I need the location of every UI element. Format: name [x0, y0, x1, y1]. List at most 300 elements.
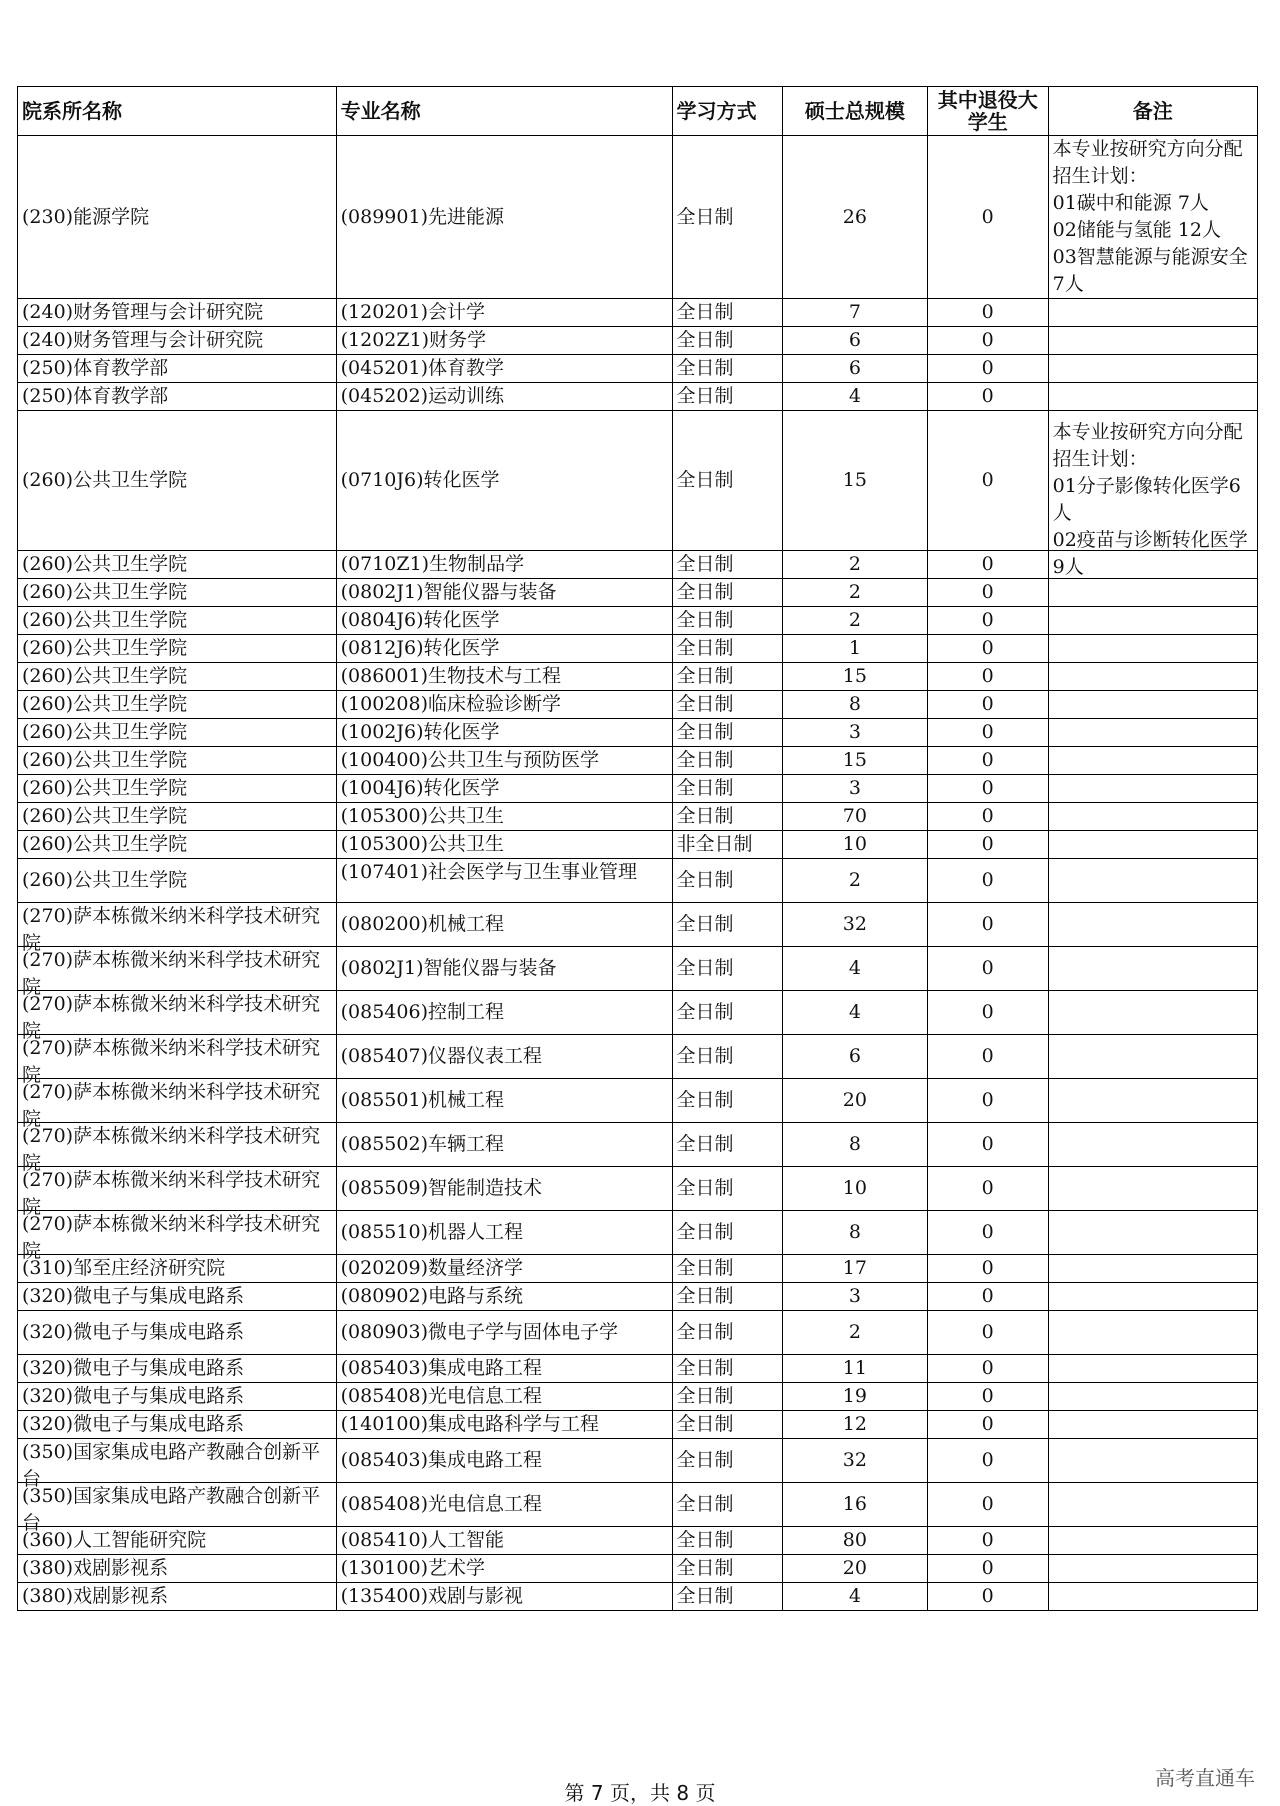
cell-major-text: (089901)先进能源 — [340, 205, 504, 228]
cell-dept — [18, 355, 337, 383]
cell-veteran — [927, 383, 1048, 411]
cell-major — [336, 719, 672, 747]
cell-mode-text: 全日制 — [676, 1221, 734, 1243]
cell-mode — [672, 1123, 782, 1167]
cell-dept-text: (270)萨本栋微米纳米科学技术研究院 — [22, 905, 321, 954]
cell-mode-text: 全日制 — [676, 581, 734, 603]
header-veteran — [927, 87, 1048, 136]
cell-veteran-text: 0 — [981, 1385, 994, 1407]
cell-veteran — [927, 136, 1048, 299]
cell-mode — [672, 1555, 782, 1583]
cell-dept — [18, 1079, 337, 1130]
cell-total — [782, 991, 927, 1035]
table-body — [18, 136, 1258, 1611]
cell-dept-text: (260)公共卫生学院 — [22, 469, 188, 491]
cell-mode — [672, 719, 782, 747]
cell-mode-text: 全日制 — [676, 1045, 734, 1067]
table-row — [18, 831, 1258, 859]
table-row — [18, 1483, 1258, 1527]
cell-mode-text: 全日制 — [676, 609, 734, 631]
footer-total-pages: 8 — [676, 1781, 690, 1805]
cell-major-text: (080902)电路与系统 — [340, 1285, 523, 1307]
cell-total — [782, 747, 927, 775]
cell-veteran — [927, 607, 1048, 635]
cell-note — [1048, 1283, 1257, 1311]
cell-dept-text: (260)公共卫生学院 — [22, 805, 188, 827]
cell-dept-text: (230)能源学院 — [22, 205, 150, 228]
cell-veteran-text: 0 — [981, 1285, 994, 1307]
cell-major — [336, 136, 672, 299]
cell-veteran — [927, 1411, 1048, 1439]
cell-dept-text: (270)萨本栋微米纳米科学技术研究院 — [22, 1081, 321, 1130]
cell-dept — [18, 551, 337, 579]
cell-note — [1048, 383, 1257, 411]
cell-mode — [672, 903, 782, 947]
cell-dept — [18, 719, 337, 747]
cell-major-text: (085408)光电信息工程 — [340, 1385, 542, 1407]
cell-major — [336, 1167, 672, 1211]
cell-veteran-text: 0 — [981, 1529, 994, 1551]
cell-dept — [18, 1439, 337, 1490]
cell-mode-text: 全日制 — [676, 777, 734, 799]
cell-major-text: (080200)机械工程 — [340, 913, 504, 935]
cell-total-text: 2 — [848, 1321, 861, 1343]
cell-mode — [672, 991, 782, 1035]
cell-veteran-text: 0 — [981, 869, 994, 891]
cell-mode — [672, 383, 782, 411]
cell-note — [1048, 1167, 1257, 1211]
cell-total — [782, 1311, 927, 1355]
cell-major — [336, 1411, 672, 1439]
table-row — [18, 355, 1258, 383]
cell-note — [1048, 579, 1257, 607]
cell-total-text: 3 — [848, 777, 861, 799]
header-major: 专业名称 — [336, 87, 672, 136]
cell-dept — [18, 1123, 337, 1174]
cell-mode — [672, 831, 782, 859]
cell-major-text: (085510)机器人工程 — [340, 1221, 523, 1243]
table-row — [18, 747, 1258, 775]
cell-mode-text: 全日制 — [676, 1493, 734, 1515]
cell-mode-text: 全日制 — [676, 637, 734, 659]
cell-dept-text: (270)萨本栋微米纳米科学技术研究院 — [22, 993, 321, 1042]
cell-mode-text: 全日制 — [676, 749, 734, 771]
header-dept: 院系所名称 — [18, 87, 337, 136]
cell-dept — [18, 1527, 337, 1555]
cell-major-text: (1004J6)转化医学 — [340, 777, 500, 799]
cell-major — [336, 383, 672, 411]
cell-mode-text: 全日制 — [676, 721, 734, 743]
cell-veteran-text: 0 — [981, 581, 994, 603]
cell-dept — [18, 579, 337, 607]
cell-note — [1048, 859, 1257, 903]
cell-dept-text: (320)微电子与集成电路系 — [22, 1385, 245, 1407]
cell-veteran — [927, 1555, 1048, 1583]
cell-major-text: (045201)体育教学 — [340, 357, 504, 379]
cell-dept — [18, 991, 337, 1042]
cell-total — [782, 1411, 927, 1439]
cell-veteran-text: 0 — [981, 957, 994, 979]
cell-major — [336, 1255, 672, 1283]
cell-mode-text: 全日制 — [676, 329, 734, 351]
cell-dept — [18, 775, 337, 803]
cell-note — [1048, 1035, 1257, 1079]
table-row — [18, 903, 1258, 947]
cell-mode-text: 全日制 — [676, 1385, 734, 1407]
cell-major-text: (140100)集成电路科学与工程 — [340, 1413, 599, 1435]
cell-major — [336, 1383, 672, 1411]
cell-dept — [18, 1355, 337, 1383]
cell-major — [336, 1439, 672, 1483]
cell-total-text: 20 — [842, 1557, 867, 1579]
watermark: 高考直通车 — [1155, 1766, 1255, 1790]
cell-major-text: (0710Z1)生物制品学 — [340, 553, 525, 575]
cell-dept-text: (260)公共卫生学院 — [22, 609, 188, 631]
cell-veteran-text: 0 — [981, 777, 994, 799]
cell-note — [1048, 1211, 1257, 1255]
cell-major-text: (0802J1)智能仪器与装备 — [340, 581, 557, 603]
cell-total — [782, 1079, 927, 1123]
cell-total-text: 3 — [848, 721, 861, 743]
cell-mode-text: 全日制 — [676, 913, 734, 935]
cell-veteran-text: 0 — [981, 1357, 994, 1379]
cell-major-text: (085406)控制工程 — [340, 1001, 504, 1023]
cell-major-text: (0710J6)转化医学 — [340, 469, 500, 491]
cell-mode — [672, 327, 782, 355]
cell-dept — [18, 411, 337, 551]
cell-veteran — [927, 1255, 1048, 1283]
cell-dept — [18, 1411, 337, 1439]
cell-total-text: 32 — [842, 1449, 867, 1471]
cell-mode — [672, 663, 782, 691]
cell-major — [336, 1483, 672, 1527]
cell-veteran — [927, 831, 1048, 859]
table-header-row — [18, 87, 1258, 136]
cell-dept — [18, 136, 337, 299]
cell-veteran — [927, 327, 1048, 355]
cell-mode — [672, 1311, 782, 1355]
cell-note — [1048, 831, 1257, 859]
cell-veteran-text: 0 — [981, 1221, 994, 1243]
cell-veteran-text: 0 — [981, 1045, 994, 1067]
cell-mode — [672, 355, 782, 383]
cell-major — [336, 1583, 672, 1611]
cell-veteran-text: 0 — [981, 1133, 994, 1155]
cell-veteran-text: 0 — [981, 1001, 994, 1023]
cell-mode — [672, 579, 782, 607]
cell-dept — [18, 1283, 337, 1311]
cell-dept-text: (240)财务管理与会计研究院 — [22, 301, 264, 323]
table-row — [18, 1527, 1258, 1555]
cell-veteran-text: 0 — [981, 1413, 994, 1435]
cell-veteran — [927, 663, 1048, 691]
cell-total — [782, 1555, 927, 1583]
cell-dept-text: (360)人工智能研究院 — [22, 1529, 207, 1551]
cell-mode — [672, 1439, 782, 1483]
cell-total — [782, 136, 927, 299]
cell-total-text: 12 — [842, 1413, 867, 1435]
cell-veteran-text: 0 — [981, 1557, 994, 1579]
cell-veteran-text: 0 — [981, 301, 994, 323]
cell-dept — [18, 947, 337, 998]
cell-major-text: (080903)微电子学与固体电子学 — [340, 1321, 618, 1343]
table-row — [18, 1283, 1258, 1311]
cell-major — [336, 991, 672, 1035]
cell-dept — [18, 1255, 337, 1283]
cell-total — [782, 1483, 927, 1527]
cell-major-text: (105300)公共卫生 — [340, 833, 504, 855]
cell-note — [1048, 327, 1257, 355]
cell-total — [782, 1527, 927, 1555]
cell-veteran — [927, 1527, 1048, 1555]
cell-veteran — [927, 551, 1048, 579]
cell-total — [782, 719, 927, 747]
cell-mode-text: 全日制 — [676, 553, 734, 575]
cell-major — [336, 635, 672, 663]
cell-total — [782, 355, 927, 383]
cell-mode-text: 全日制 — [676, 957, 734, 979]
cell-total-text: 8 — [848, 1221, 861, 1243]
cell-total — [782, 947, 927, 991]
cell-veteran — [927, 775, 1048, 803]
table-row — [18, 1079, 1258, 1123]
cell-major-text: (085410)人工智能 — [340, 1529, 504, 1551]
cell-veteran-text: 0 — [981, 1493, 994, 1515]
cell-dept — [18, 327, 337, 355]
cell-note — [1048, 991, 1257, 1035]
cell-total — [782, 1583, 927, 1611]
table-row — [18, 1255, 1258, 1283]
cell-total — [782, 775, 927, 803]
cell-mode-text: 全日制 — [676, 385, 734, 407]
cell-dept-text: (260)公共卫生学院 — [22, 553, 188, 575]
cell-total — [782, 1167, 927, 1211]
cell-total — [782, 831, 927, 859]
cell-major-text: (107401)社会医学与卫生事业管理 — [340, 861, 637, 883]
cell-total — [782, 1355, 927, 1383]
cell-note — [1048, 1311, 1257, 1355]
table-row — [18, 691, 1258, 719]
table-row — [18, 607, 1258, 635]
cell-veteran — [927, 1383, 1048, 1411]
cell-major — [336, 411, 672, 551]
cell-major-text: (100208)临床检验诊断学 — [340, 693, 561, 715]
cell-mode — [672, 299, 782, 327]
cell-note — [1048, 635, 1257, 663]
cell-major-text: (130100)艺术学 — [340, 1557, 485, 1579]
cell-total — [782, 859, 927, 903]
table-row — [18, 136, 1258, 299]
cell-veteran — [927, 1211, 1048, 1255]
cell-mode — [672, 1283, 782, 1311]
cell-dept-text: (260)公共卫生学院 — [22, 637, 188, 659]
cell-note — [1048, 1439, 1257, 1483]
cell-major — [336, 355, 672, 383]
table-row — [18, 803, 1258, 831]
cell-dept-text: (310)邹至庄经济研究院 — [22, 1257, 226, 1279]
cell-veteran — [927, 691, 1048, 719]
cell-dept-text: (270)萨本栋微米纳米科学技术研究院 — [22, 1037, 321, 1086]
cell-mode — [672, 1483, 782, 1527]
enrollment-table — [17, 86, 1258, 1611]
cell-major — [336, 747, 672, 775]
cell-total-text: 2 — [848, 869, 861, 891]
cell-total-text: 17 — [842, 1257, 867, 1279]
cell-mode — [672, 136, 782, 299]
cell-total — [782, 327, 927, 355]
cell-note — [1048, 1383, 1257, 1411]
cell-veteran-text: 0 — [981, 609, 994, 631]
cell-total-text: 2 — [848, 581, 861, 603]
cell-major — [336, 947, 672, 991]
table-row — [18, 1355, 1258, 1383]
cell-dept — [18, 1311, 337, 1355]
cell-major-text: (085408)光电信息工程 — [340, 1493, 542, 1515]
cell-major-text: (085509)智能制造技术 — [340, 1177, 542, 1199]
table-row — [18, 1583, 1258, 1611]
cell-note — [1048, 355, 1257, 383]
cell-major-text: (0804J6)转化医学 — [340, 609, 500, 631]
cell-mode-text: 全日制 — [676, 357, 734, 379]
cell-veteran — [927, 355, 1048, 383]
cell-mode-text: 全日制 — [676, 205, 734, 228]
cell-veteran-text: 0 — [981, 205, 994, 228]
cell-veteran — [927, 1483, 1048, 1527]
cell-mode-text: 全日制 — [676, 1413, 734, 1435]
cell-total — [782, 663, 927, 691]
cell-mode-text: 全日制 — [676, 469, 734, 491]
cell-mode — [672, 1167, 782, 1211]
cell-major — [336, 663, 672, 691]
cell-total-text: 26 — [842, 205, 867, 228]
cell-veteran — [927, 1311, 1048, 1355]
cell-dept-text: (240)财务管理与会计研究院 — [22, 329, 264, 351]
table-row — [18, 1211, 1258, 1255]
table-row — [18, 635, 1258, 663]
cell-mode — [672, 1355, 782, 1383]
cell-mode — [672, 747, 782, 775]
cell-veteran — [927, 411, 1048, 551]
cell-veteran — [927, 747, 1048, 775]
table-row — [18, 383, 1258, 411]
cell-note — [1048, 136, 1257, 299]
cell-dept-text: (260)公共卫生学院 — [22, 693, 188, 715]
cell-major — [336, 803, 672, 831]
cell-major-text: (100400)公共卫生与预防医学 — [340, 749, 599, 771]
cell-veteran-text: 0 — [981, 693, 994, 715]
cell-total-text: 1 — [848, 637, 861, 659]
cell-mode-text: 全日制 — [676, 1357, 734, 1379]
cell-major — [336, 691, 672, 719]
cell-dept-text: (320)微电子与集成电路系 — [22, 1285, 245, 1307]
header-total: 硕士总规模 — [782, 87, 927, 136]
cell-mode-text: 全日制 — [676, 869, 734, 891]
cell-dept — [18, 1583, 337, 1611]
cell-dept-text: (350)国家集成电路产教融合创新平台 — [22, 1441, 321, 1490]
cell-major — [336, 1355, 672, 1383]
cell-major-text: (1002J6)转化医学 — [340, 721, 500, 743]
page-footer — [0, 1777, 1280, 1806]
cell-dept-text: (260)公共卫生学院 — [22, 665, 188, 687]
cell-total-text: 6 — [848, 357, 861, 379]
table-row — [18, 327, 1258, 355]
cell-dept — [18, 383, 337, 411]
cell-total-text: 11 — [842, 1357, 867, 1379]
cell-veteran — [927, 1355, 1048, 1383]
cell-major — [336, 1123, 672, 1167]
cell-total — [782, 1283, 927, 1311]
cell-major — [336, 859, 672, 903]
cell-total-text: 3 — [848, 1285, 861, 1307]
cell-mode — [672, 607, 782, 635]
cell-mode — [672, 803, 782, 831]
cell-mode — [672, 1583, 782, 1611]
cell-veteran-text: 0 — [981, 1257, 994, 1279]
cell-mode-text: 全日制 — [676, 805, 734, 827]
cell-mode — [672, 1079, 782, 1123]
cell-veteran-text: 0 — [981, 469, 994, 491]
cell-note-text: 本专业按研究方向分配招生计划： 01分子影像转化医学6人 02疫苗与诊断转化医学 9人 — [1052, 420, 1248, 578]
table-row — [18, 1123, 1258, 1167]
cell-dept-text: (270)萨本栋微米纳米科学技术研究院 — [22, 949, 321, 998]
cell-dept — [18, 607, 337, 635]
cell-total — [782, 903, 927, 947]
table-row — [18, 579, 1258, 607]
cell-mode-text: 全日制 — [676, 1449, 734, 1471]
cell-note — [1048, 747, 1257, 775]
cell-veteran — [927, 579, 1048, 607]
cell-dept-text: (260)公共卫生学院 — [22, 869, 188, 891]
cell-dept-text: (270)萨本栋微米纳米科学技术研究院 — [22, 1169, 321, 1218]
cell-major — [336, 775, 672, 803]
cell-major-text: (135400)戏剧与影视 — [340, 1585, 523, 1607]
cell-note — [1048, 775, 1257, 803]
cell-dept — [18, 1035, 337, 1086]
cell-mode — [672, 551, 782, 579]
cell-dept — [18, 1483, 337, 1534]
cell-mode-text: 全日制 — [676, 1529, 734, 1551]
footer-middle: 页，共 — [610, 1781, 670, 1805]
footer-suffix: 页 — [695, 1781, 716, 1805]
cell-total-text: 32 — [842, 913, 867, 935]
cell-major — [336, 327, 672, 355]
cell-total-text: 20 — [842, 1089, 867, 1111]
cell-mode-text: 全日制 — [676, 665, 734, 687]
cell-total-text: 10 — [842, 1177, 867, 1199]
cell-total-text: 15 — [842, 749, 867, 771]
cell-total — [782, 551, 927, 579]
cell-note — [1048, 299, 1257, 327]
cell-dept-text: (320)微电子与集成电路系 — [22, 1321, 245, 1343]
cell-mode — [672, 1255, 782, 1283]
cell-mode-text: 全日制 — [676, 1257, 734, 1279]
cell-major — [336, 579, 672, 607]
cell-veteran-text: 0 — [981, 805, 994, 827]
cell-veteran — [927, 1439, 1048, 1483]
cell-total — [782, 411, 927, 551]
cell-veteran-text: 0 — [981, 749, 994, 771]
table-row — [18, 663, 1258, 691]
cell-mode — [672, 947, 782, 991]
table-row — [18, 1555, 1258, 1583]
cell-veteran — [927, 1583, 1048, 1611]
cell-mode-text: 全日制 — [676, 1285, 734, 1307]
table-row — [18, 947, 1258, 991]
cell-total-text: 70 — [842, 805, 867, 827]
cell-total-text: 7 — [848, 301, 861, 323]
cell-total-text: 15 — [842, 469, 867, 491]
footer-prefix: 第 — [564, 1781, 585, 1805]
